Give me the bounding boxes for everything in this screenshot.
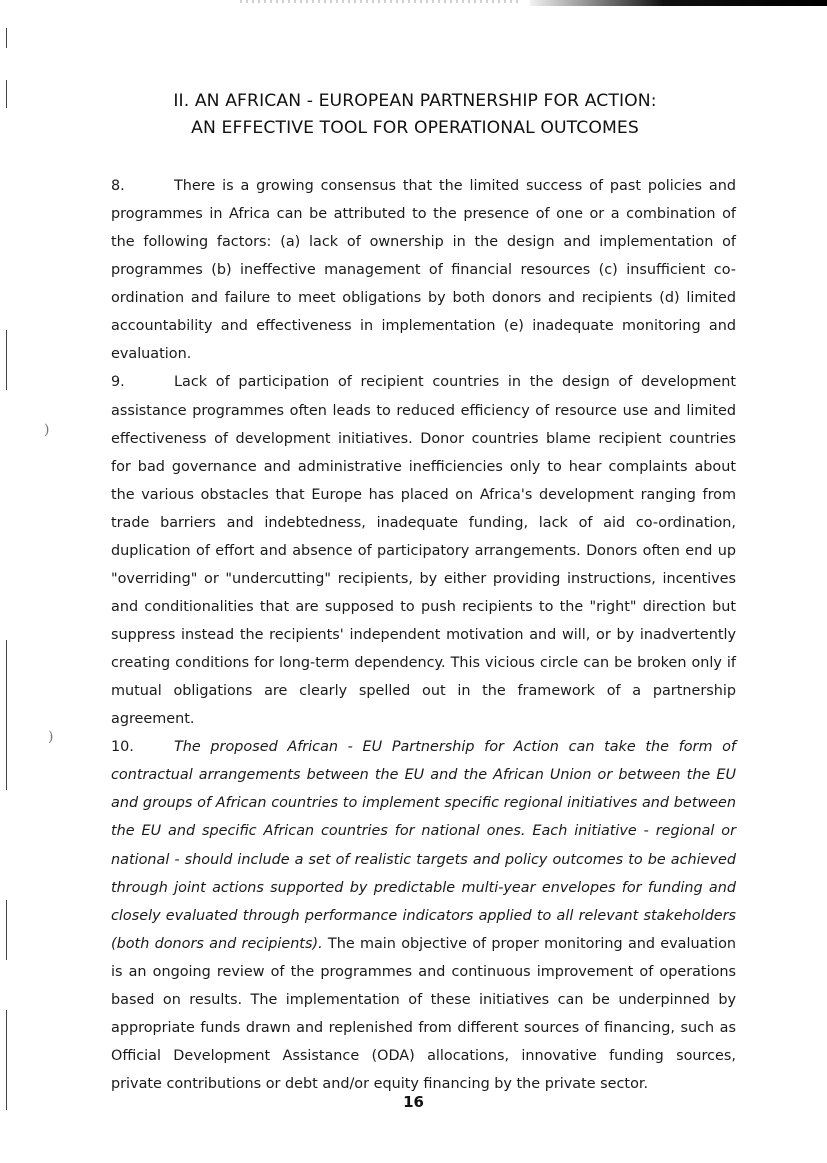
paragraph-text: There is a growing consensus that the limited success of past policies and programmes in Africa can be attributed to the presence of one or a combination of the following factors: (a) lack of ownership in the design and implementation of programmes (b) ineffective management of financial resources (c) insufficient co-ordination and failure to meet obligations by both donors and recipients (d) limited accountability and effectiveness in implementation (e) inadequate monitoring and evaluation. (111, 178, 736, 363)
document-body (111, 172, 736, 1098)
paragraph-10 (111, 733, 736, 1098)
paragraph-number: 10. (111, 739, 134, 756)
scan-artifact-left-line (6, 330, 7, 390)
section-heading-line-2: AN EFFECTIVE TOOL FOR OPERATIONAL OUTCOMES (191, 118, 639, 138)
scan-artifact-left-line (6, 28, 7, 48)
paragraph-text-italic: The proposed African - EU Partnership for Action can take the form of contractual arrangements between the EU and the African Union or between the EU and groups of African countries to implement specific regional initiatives and between the EU and specific African countries for national ones. Each initiative - regional or national - should include a set of realistic targets and policy outcomes to be achieved through joint actions supported by predictable multi-year envelopes for funding and closely evaluated through performance indicators applied to all relevant stakeholders (both donors and recipients). (111, 739, 736, 952)
paragraph-number: 9. (111, 374, 125, 391)
paragraph-number: 8. (111, 178, 125, 194)
scan-artifact-left-line (6, 900, 7, 960)
page-number: 16 (403, 1093, 424, 1111)
scan-artifact-left-line (6, 640, 7, 790)
scan-artifact-margin-mark: ) (44, 422, 50, 438)
section-heading (100, 88, 730, 142)
paragraph-8 (111, 172, 736, 368)
paragraph-text: The main objective of proper monitoring and evaluation is an ongoing review of the programmes and continuous improvement of operations based on results. The implementation of these initiatives can be underpinned by appropriate funds drawn and replenished from different sources of financing, such as Official Development Assistance (ODA) allocations, innovative funding sources, private contributions or debt and/or equity financing by the private sector. (111, 935, 736, 1092)
scan-artifact-margin-mark: ) (48, 729, 54, 745)
paragraph-9 (111, 368, 736, 733)
scan-artifact-top-dots (240, 0, 520, 3)
scan-artifact-left-line (6, 80, 7, 108)
section-heading-line-1: II. AN AFRICAN - EUROPEAN PARTNERSHIP FOR ACTION: (173, 91, 657, 111)
paragraph-text: Lack of participation of recipient countries in the design of development assistance programmes often leads to reduced efficiency of resource use and limited effectiveness of development initiatives. Donor countries blame recipient countries for bad governance and administrative inefficiencies only to hear complaints about the various obstacles that Europe has placed on Africa's development ranging from trade barriers and indebtedness, inadequate funding, lack of aid co-ordination, duplication of effort and absence of participatory arrangements. Donors often end up "overriding" or "undercutting" recipients, by either providing instructions, incentives and conditionalities that are supposed to push recipients to the "right" direction but suppress instead the recipients' independent motivation and will, or by inadvertently creating conditions for long-term dependency. This vicious circle can be broken only if mutual obligations are clearly spelled out in the framework of a partnership agreement. (111, 374, 736, 728)
scan-artifact-top-bar (530, 0, 827, 6)
